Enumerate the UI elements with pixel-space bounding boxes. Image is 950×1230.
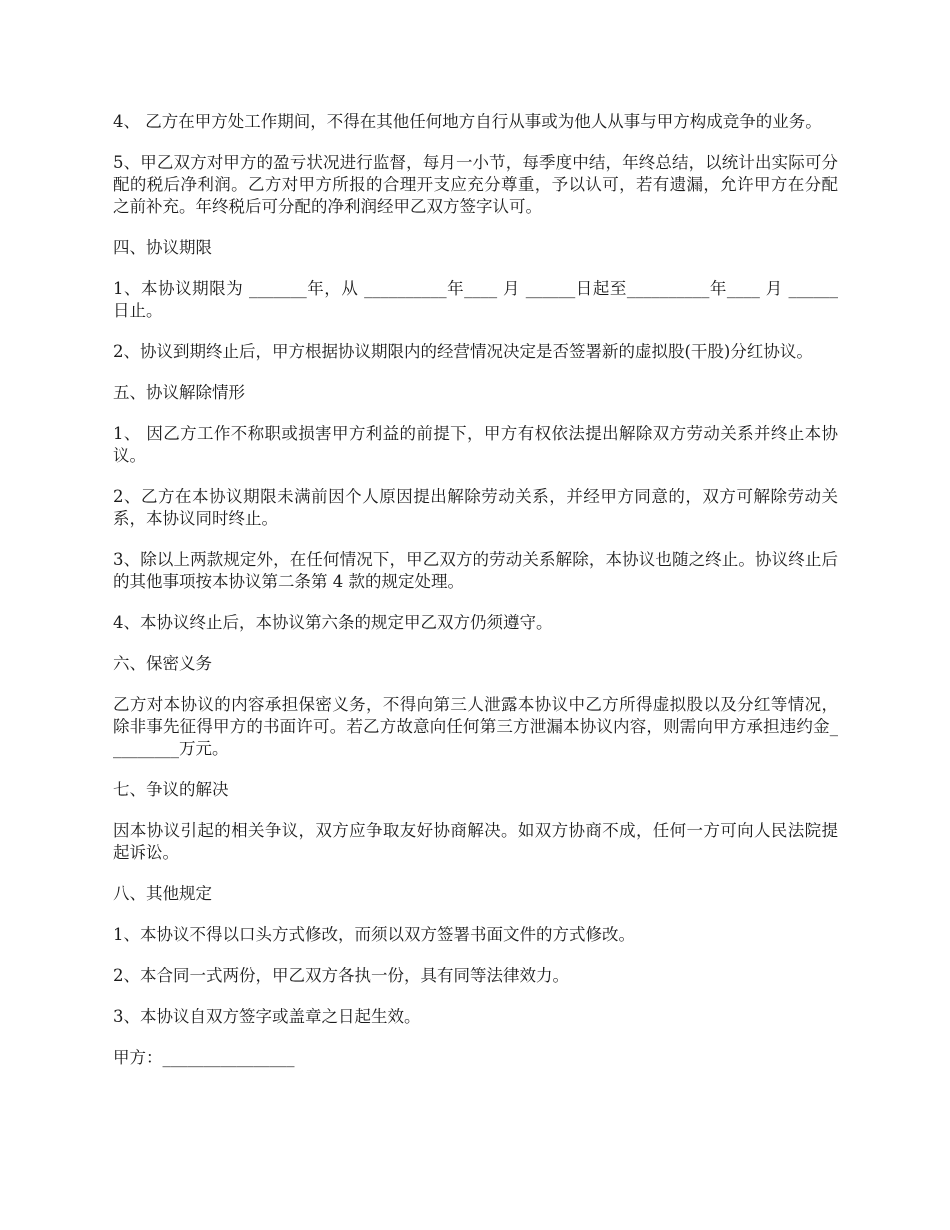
section-heading-disputes: 七、争议的解决 [113,780,229,799]
term-clause-2: 2、协议到期终止后，甲方根据协议期限内的经营情况决定是否签署新的虚拟股(干股)分红协议。 [113,342,813,361]
disputes-clause: 因本协议引起的相关争议，双方应争取友好协商解决。如双方协商不成，任何一方可向人民法院提起诉讼。 [113,821,838,862]
section-heading-confidentiality: 六、保密义务 [113,654,212,673]
section-heading-term: 四、协议期限 [113,238,212,257]
other-clause-3: 3、本协议自双方签字或盖章之日起生效。 [113,1007,421,1026]
section-heading-termination: 五、协议解除情形 [113,383,245,402]
termination-clause-1: 1、 因乙方工作不称职或损害甲方利益的前提下，甲方有权依法提出解除双方劳动关系并终止本协议。 [113,424,838,465]
termination-clause-4: 4、本协议终止后，本协议第六条的规定甲乙双方仍须遵守。 [113,613,553,632]
document-body [113,111,838,1088]
section-heading-other: 八、其他规定 [113,884,212,903]
term-clause-1: 1、本协议期限为 _______年，从 __________年____ 月 ______日起至__________年____ 月 ______日止。 [113,279,838,320]
party-a-signature-line: 甲方：________________ [113,1048,295,1067]
termination-clause-2: 2、乙方在本协议期限未满前因个人原因提出解除劳动关系，并经甲方同意的，双方可解除劳动关系，本协议同时终止。 [113,487,838,528]
termination-clause-3: 3、除以上两款规定外，在任何情况下，甲乙双方的劳动关系解除，本协议也随之终止。协议终止后的其他事项按本协议第二条第 4 款的规定处理。 [113,550,838,591]
other-clause-2: 2、本合同一式两份，甲乙双方各执一份，具有同等法律效力。 [113,966,569,985]
clause-5-profit-supervision: 5、甲乙双方对甲方的盈亏状况进行监督，每月一小节，每季度中结，年终总结，以统计出实际可分配的税后净利润。乙方对甲方所报的合理开支应充分尊重，予以认可，若有遗漏，允许甲方在分配之前补充。年终税后可分配的净利润经甲乙双方签字认可。 [113,153,838,216]
clause-4-non-compete: 4、 乙方在甲方处工作期间，不得在其他任何地方自行从事或为他人从事与甲方构成竞争的业务。 [113,112,822,131]
other-clause-1: 1、本协议不得以口头方式修改，而须以双方签署书面文件的方式修改。 [113,925,635,944]
confidentiality-clause: 乙方对本协议的内容承担保密义务，不得向第三人泄露本协议中乙方所得虚拟股以及分红等情况，除非事先征得甲方的书面许可。若乙方故意向任何第三方泄漏本协议内容，则需向甲方承担违约金_________万元。 [113,695,838,758]
